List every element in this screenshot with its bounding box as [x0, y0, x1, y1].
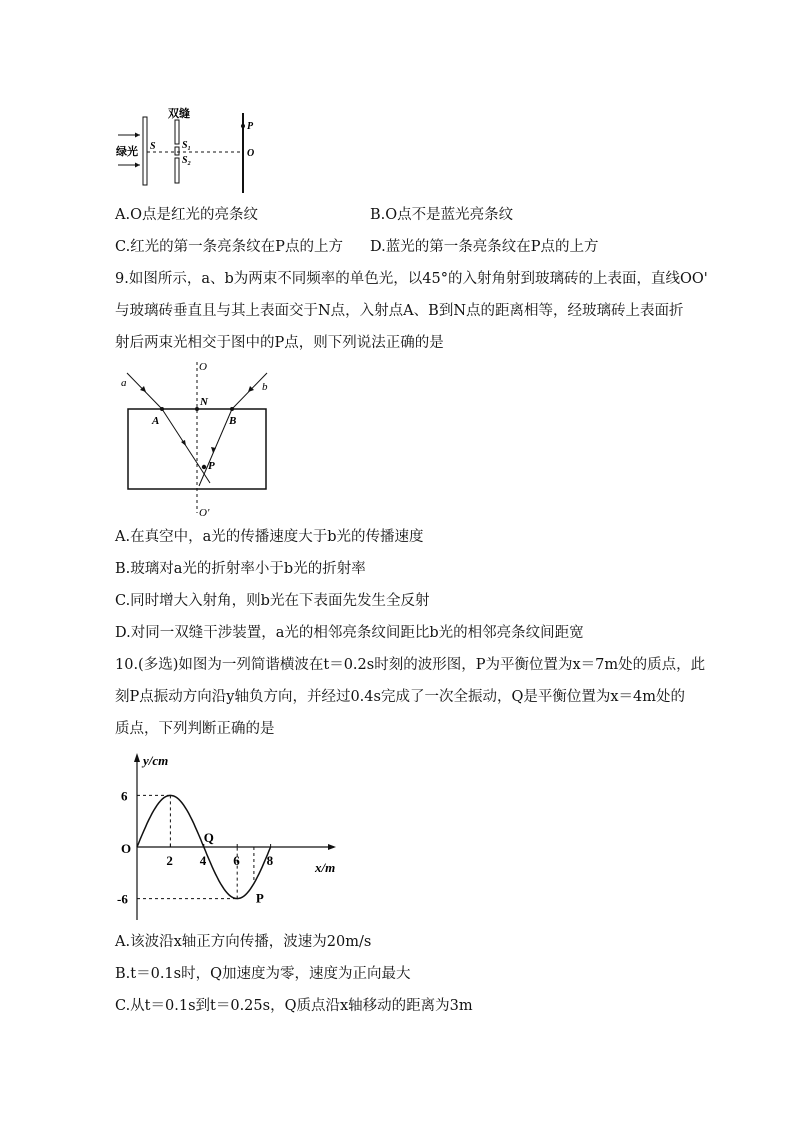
q9-stem-line3: 射后两束光相交于图中的P点，则下列说法正确的是: [115, 335, 444, 351]
q8-option-a: A.O点是红光的亮条纹: [115, 207, 258, 223]
q10-stem-line3: 质点，下列判断正确的是: [115, 721, 275, 737]
glass-block-figure: [112, 358, 282, 523]
point-N-label: N: [200, 396, 208, 408]
q10-option-b: B.t＝0.1s时，Q加速度为零，速度为正向最大: [115, 966, 411, 982]
q9-option-a: A.在真空中，a光的传播速度大于b光的传播速度: [115, 529, 424, 545]
double-slit-label: 双缝: [168, 108, 190, 120]
x-tick-label-2: 2: [166, 853, 173, 868]
q9-stem-line1: 9.如图所示，a、b为两束不同频率的单色光，以45°的入射角射到玻璃砖的上表面，直线OO': [115, 271, 708, 287]
slit-S1-label: S₁: [182, 140, 192, 151]
screen-O-label: O: [247, 148, 255, 159]
y-tick-label--6: -6: [117, 891, 128, 907]
single-slit-plate: [143, 117, 147, 185]
fig9-O-prime-label: O': [199, 507, 210, 519]
green-light-label: 绿光: [116, 146, 138, 158]
q10-stem-line2: 刻P点振动方向沿y轴负方向，并经过0.4s完成了一次全振动，Q是平衡位置为x＝4m处的: [115, 689, 685, 705]
q8-option-b: B.O点不是蓝光亮条纹: [370, 207, 514, 223]
slit-S2-label: S₂: [182, 155, 192, 166]
annotation-P: P: [255, 890, 264, 906]
screen-P-label: P: [247, 121, 254, 132]
q10-option-a: A.该波沿x轴正方向传播，波速为20m/s: [115, 934, 372, 950]
x-tick-label-8: 8: [266, 853, 274, 868]
q10-stem-line1: 10.(多选)如图为一列简谐横波在t＝0.2s时刻的波形图，P为平衡位置为x＝7m处的质点，此: [115, 657, 706, 673]
point-B-label: B: [229, 415, 237, 427]
q9-option-d: D.对同一双缝干涉装置，a光的相邻亮条纹间距比b光的相邻亮条纹间距宽: [115, 625, 584, 641]
origin-label: O: [121, 841, 132, 856]
wave-chart: [112, 745, 342, 930]
x-axis-label: x/m: [315, 860, 336, 875]
q9-option-b: B.玻璃对a光的折射率小于b光的折射率: [115, 561, 366, 577]
point-P-label: P: [208, 460, 215, 472]
q9-option-c: C.同时增大入射角，则b光在下表面先发生全反射: [115, 593, 430, 609]
y-axis-label: y/cm: [143, 753, 169, 768]
beam-b-label: b: [262, 381, 268, 393]
slit-S-label: S: [150, 141, 156, 152]
x-tick-label-4: 4: [199, 853, 207, 868]
q9-stem-line2: 与玻璃砖垂直且与其上表面交于N点，入射点A、B到N点的距离相等，经玻璃砖上表面折: [115, 303, 684, 319]
q8-option-d: D.蓝光的第一条亮条纹在P点的上方: [370, 239, 599, 255]
fig9-O-label: O: [199, 361, 207, 373]
beam-a-label: a: [121, 377, 127, 389]
q8-option-c: C.红光的第一条亮条纹在P点的上方: [115, 239, 343, 255]
point-A-label: A: [152, 415, 160, 427]
q10-option-c: C.从t＝0.1s到t＝0.25s，Q质点沿x轴移动的距离为3m: [115, 998, 473, 1014]
double-slit-figure: [110, 105, 270, 195]
y-tick-label-6: 6: [121, 788, 128, 804]
annotation-Q: Q: [203, 830, 214, 845]
x-tick-label-6: 6: [233, 853, 240, 868]
